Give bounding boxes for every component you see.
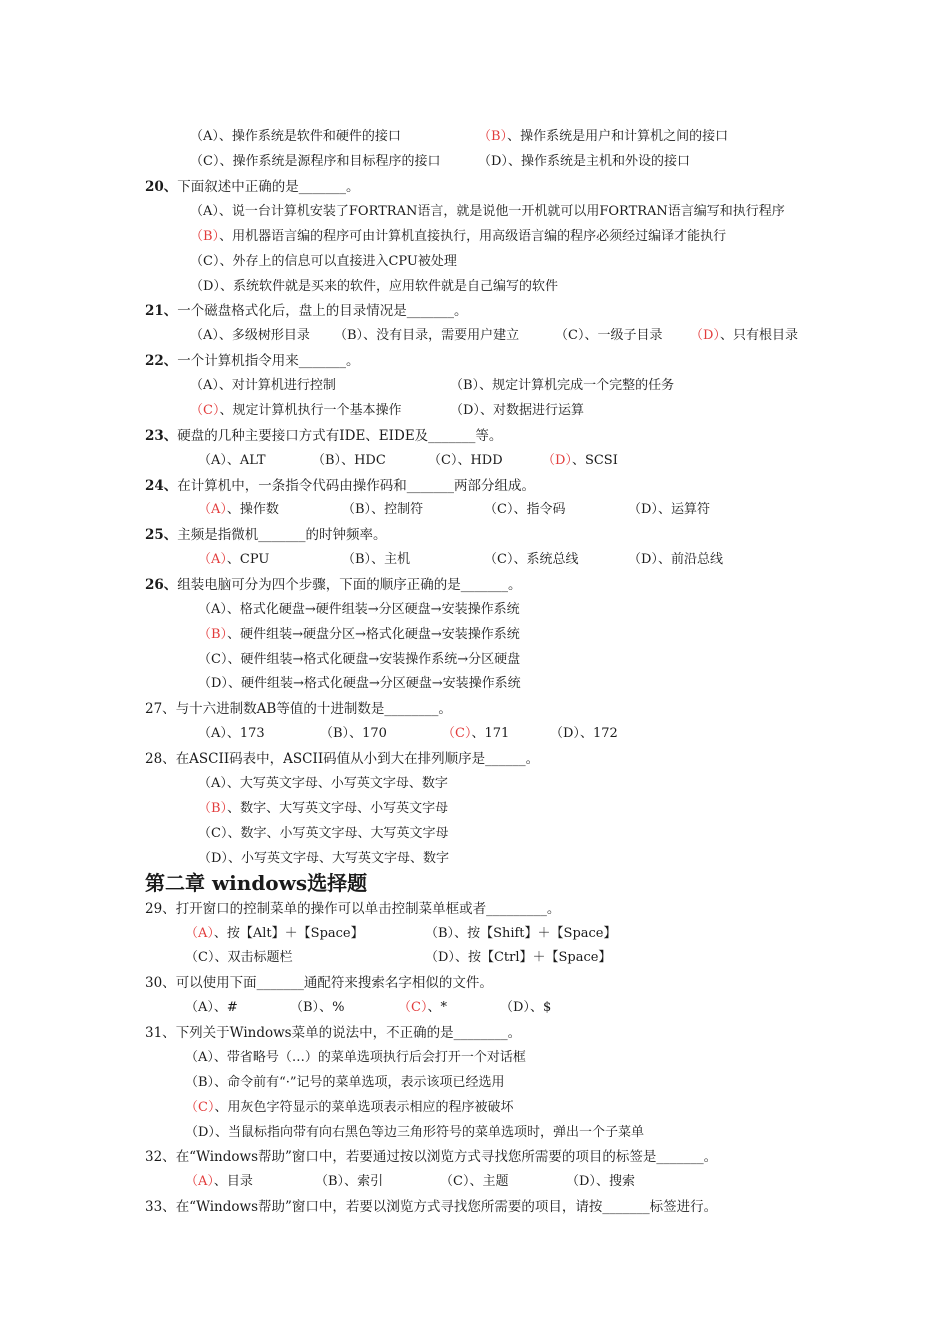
answer-option bbox=[555, 327, 662, 345]
answer-option bbox=[185, 1049, 526, 1067]
question-line bbox=[145, 427, 502, 445]
question-line bbox=[145, 526, 387, 544]
option-row bbox=[0, 1049, 950, 1067]
answer-option bbox=[190, 327, 310, 345]
answer-option bbox=[190, 203, 785, 221]
question-line bbox=[145, 477, 535, 495]
option-row bbox=[0, 999, 950, 1017]
question-number: 31、 bbox=[145, 1025, 176, 1041]
option-text: 、HDD bbox=[457, 453, 503, 468]
answer-option bbox=[185, 999, 238, 1017]
question-line bbox=[145, 974, 493, 992]
option-label: （B） bbox=[342, 502, 372, 517]
option-label: （D） bbox=[450, 403, 480, 418]
option-label: （B） bbox=[185, 1075, 215, 1090]
correct-option-label: （B） bbox=[198, 627, 228, 642]
option-text: 、主机 bbox=[371, 552, 411, 567]
answer-option bbox=[185, 925, 364, 943]
answer-option bbox=[190, 402, 401, 420]
option-label: （C） bbox=[484, 502, 514, 517]
option-label: （B） bbox=[334, 328, 364, 343]
answer-option bbox=[198, 800, 448, 818]
question-number: 32、 bbox=[145, 1149, 176, 1165]
option-text: 、173 bbox=[226, 726, 265, 741]
answer-option bbox=[185, 1124, 644, 1142]
option-text: 、搜索 bbox=[595, 1174, 635, 1189]
option-row bbox=[0, 675, 950, 693]
option-text: 、CPU bbox=[226, 552, 270, 567]
answer-option bbox=[690, 327, 798, 345]
option-text: 、数字、大写英文字母、小写英文字母 bbox=[227, 801, 449, 816]
option-text: 、主题 bbox=[469, 1174, 509, 1189]
option-text: 、一级子目录 bbox=[584, 328, 663, 343]
option-text: 、前沿总线 bbox=[657, 552, 723, 567]
option-row bbox=[0, 153, 950, 171]
option-text: 、系统总线 bbox=[513, 552, 579, 567]
answer-option bbox=[428, 452, 503, 470]
option-row bbox=[0, 228, 950, 246]
answer-option bbox=[484, 501, 565, 519]
option-text: 、运算符 bbox=[657, 502, 710, 517]
answer-option bbox=[190, 377, 336, 395]
option-row bbox=[0, 800, 950, 818]
option-row bbox=[0, 501, 950, 519]
answer-option bbox=[198, 452, 266, 470]
question-number: 26、 bbox=[145, 577, 178, 593]
question-number: 25、 bbox=[145, 527, 178, 543]
correct-option-label: （C） bbox=[442, 726, 472, 741]
option-text: 、外存上的信息可以直接进入CPU被处理 bbox=[219, 254, 457, 269]
option-text: 、双击标题栏 bbox=[214, 950, 293, 965]
option-text: 、索引 bbox=[344, 1174, 384, 1189]
option-text: 、规定计算机完成一个完整的任务 bbox=[479, 378, 675, 393]
option-row bbox=[0, 377, 950, 395]
answer-option bbox=[425, 949, 611, 967]
option-row bbox=[0, 825, 950, 843]
question-line bbox=[145, 900, 560, 918]
option-label: （C） bbox=[555, 328, 585, 343]
answer-option bbox=[190, 253, 457, 271]
answer-option bbox=[478, 153, 690, 171]
option-row bbox=[0, 850, 950, 868]
option-text: 、用灰色字符显示的菜单选项表示相应的程序被破坏 bbox=[214, 1100, 514, 1115]
answer-option bbox=[198, 850, 449, 868]
question-text: 与十六进制数AB等值的十进制数是________。 bbox=[175, 701, 452, 717]
answer-option bbox=[198, 651, 520, 669]
answer-option bbox=[478, 128, 728, 146]
answer-option bbox=[198, 775, 448, 793]
answer-option bbox=[342, 501, 423, 519]
option-row bbox=[0, 1099, 950, 1117]
answer-option bbox=[334, 327, 519, 345]
question-text: 硬盘的几种主要接口方式有IDE、EIDE及_______等。 bbox=[177, 428, 503, 444]
option-text: 、只有根目录 bbox=[719, 328, 798, 343]
option-row bbox=[0, 402, 950, 420]
option-text: 、规定计算机执行一个基本操作 bbox=[219, 403, 402, 418]
answer-option bbox=[185, 1074, 505, 1092]
correct-option-label: （D） bbox=[690, 328, 720, 343]
option-row bbox=[0, 128, 950, 146]
answer-option bbox=[542, 452, 618, 470]
question-line bbox=[145, 750, 539, 768]
option-label: （D） bbox=[500, 1000, 530, 1015]
option-text: 、指令码 bbox=[513, 502, 566, 517]
answer-option bbox=[185, 1099, 513, 1117]
correct-option-label: （A） bbox=[198, 502, 227, 517]
correct-option-label: （B） bbox=[190, 229, 220, 244]
option-label: （C） bbox=[185, 950, 215, 965]
option-label: （D） bbox=[628, 502, 658, 517]
question-line bbox=[145, 178, 360, 196]
option-label: （C） bbox=[190, 154, 220, 169]
option-text: 、ALT bbox=[226, 453, 266, 468]
question-text: 一个计算机指令用来_______。 bbox=[177, 353, 360, 369]
option-text: 、硬件组装→格式化硬盘→分区硬盘→安装操作系统 bbox=[227, 676, 521, 691]
answer-option bbox=[198, 675, 521, 693]
option-label: （A） bbox=[198, 602, 227, 617]
option-label: （D） bbox=[198, 851, 228, 866]
answer-option bbox=[312, 452, 386, 470]
option-label: （D） bbox=[550, 726, 580, 741]
option-label: （A） bbox=[190, 328, 219, 343]
question-text: 在ASCII码表中，ASCII码值从小到大在排列顺序是______。 bbox=[175, 751, 540, 767]
question-text: 在计算机中，一条指令代码由操作码和_______两部分组成。 bbox=[177, 478, 536, 494]
option-label: （C） bbox=[484, 552, 514, 567]
option-row bbox=[0, 551, 950, 569]
option-label: （B） bbox=[320, 726, 350, 741]
question-number: 28、 bbox=[145, 751, 176, 767]
option-row bbox=[0, 601, 950, 619]
option-row bbox=[0, 925, 950, 943]
option-text: 、对数据进行运算 bbox=[479, 403, 584, 418]
question-number: 29、 bbox=[145, 901, 176, 917]
option-label: （C） bbox=[428, 453, 458, 468]
option-text: 、控制符 bbox=[371, 502, 424, 517]
answer-option bbox=[198, 601, 520, 619]
answer-option bbox=[198, 825, 448, 843]
answer-option bbox=[315, 1173, 383, 1191]
option-text: 、命令前有“·”记号的菜单选项，表示该项已经选用 bbox=[214, 1075, 505, 1090]
answer-option bbox=[628, 551, 723, 569]
correct-option-label: （D） bbox=[542, 453, 572, 468]
option-label: （A） bbox=[198, 776, 227, 791]
option-row bbox=[0, 452, 950, 470]
correct-option-label: （B） bbox=[198, 801, 228, 816]
answer-option bbox=[442, 725, 509, 743]
option-label: （B） bbox=[450, 378, 480, 393]
answer-option bbox=[398, 999, 447, 1017]
correct-option-label: （C） bbox=[190, 403, 220, 418]
answer-option bbox=[450, 402, 584, 420]
answer-option bbox=[185, 949, 292, 967]
correct-option-label: （A） bbox=[198, 552, 227, 567]
option-label: （B） bbox=[342, 552, 372, 567]
option-label: （B） bbox=[425, 926, 455, 941]
option-text: 、% bbox=[319, 1000, 345, 1015]
question-number: 21、 bbox=[145, 303, 178, 319]
option-text: 、按【Ctrl】＋【Space】 bbox=[454, 950, 612, 965]
answer-option bbox=[185, 1173, 253, 1191]
answer-option bbox=[198, 501, 279, 519]
question-text: 打开窗口的控制菜单的操作可以单击控制菜单框或者_________。 bbox=[175, 901, 561, 917]
option-text: 、小写英文字母、大写英文字母、数字 bbox=[227, 851, 449, 866]
correct-option-label: （A） bbox=[185, 926, 214, 941]
question-line bbox=[145, 1024, 521, 1042]
option-text: 、170 bbox=[349, 726, 387, 741]
question-text: 一个磁盘格式化后，盘上的目录情况是_______。 bbox=[177, 303, 468, 319]
answer-option bbox=[320, 725, 387, 743]
option-label: （D） bbox=[566, 1174, 596, 1189]
chapter-heading: 第二章 windows选择题 bbox=[145, 871, 368, 895]
question-number: 33、 bbox=[145, 1199, 176, 1215]
answer-option bbox=[566, 1173, 635, 1191]
option-text: 、数字、小写英文字母、大写英文字母 bbox=[227, 826, 449, 841]
answer-option bbox=[190, 278, 558, 296]
answer-option bbox=[550, 725, 618, 743]
option-row bbox=[0, 278, 950, 296]
option-label: （C） bbox=[190, 254, 220, 269]
answer-option bbox=[450, 377, 674, 395]
option-label: （D） bbox=[628, 552, 658, 567]
option-row bbox=[0, 1124, 950, 1142]
option-label: （B） bbox=[315, 1174, 345, 1189]
option-text: 、大写英文字母、小写英文字母、数字 bbox=[226, 776, 448, 791]
answer-option bbox=[190, 153, 440, 171]
answer-option bbox=[500, 999, 551, 1017]
question-text: 下列关于Windows菜单的说法中，不正确的是________。 bbox=[175, 1025, 522, 1041]
answer-option bbox=[290, 999, 344, 1017]
option-label: （C） bbox=[198, 652, 228, 667]
question-number: 24、 bbox=[145, 478, 178, 494]
option-row bbox=[0, 775, 950, 793]
option-text: 、没有目录，需要用户建立 bbox=[363, 328, 520, 343]
correct-option-label: （C） bbox=[398, 1000, 428, 1015]
option-text: 、硬件组装→格式化硬盘→安装操作系统→分区硬盘 bbox=[227, 652, 521, 667]
option-row bbox=[0, 651, 950, 669]
option-text: 、用机器语言编的程序可由计算机直接执行，用高级语言编的程序必须经过编译才能执行 bbox=[219, 229, 727, 244]
option-label: （B） bbox=[312, 453, 342, 468]
question-line bbox=[145, 700, 452, 718]
answer-option bbox=[628, 501, 710, 519]
question-number: 22、 bbox=[145, 353, 178, 369]
option-text: 、对计算机进行控制 bbox=[218, 378, 336, 393]
correct-option-label: （A） bbox=[185, 1174, 214, 1189]
correct-option-label: （B） bbox=[478, 129, 508, 144]
answer-option bbox=[484, 551, 578, 569]
option-label: （D） bbox=[190, 279, 220, 294]
option-label: （B） bbox=[290, 1000, 320, 1015]
option-text: 、* bbox=[427, 1000, 447, 1015]
option-label: （D） bbox=[425, 950, 455, 965]
option-text: 、SCSI bbox=[571, 453, 618, 468]
option-text: 、按【Alt】＋【Space】 bbox=[213, 926, 364, 941]
option-text: 、格式化硬盘→硬件组装→分区硬盘→安装操作系统 bbox=[226, 602, 520, 617]
option-label: （C） bbox=[198, 826, 228, 841]
option-label: （A） bbox=[198, 726, 227, 741]
option-row bbox=[0, 1173, 950, 1191]
option-label: （A） bbox=[190, 204, 219, 219]
option-label: （A） bbox=[190, 378, 219, 393]
question-text: 组装电脑可分为四个步骤，下面的顺序正确的是_______。 bbox=[177, 577, 522, 593]
option-text: 、$ bbox=[529, 1000, 552, 1015]
question-number: 20、 bbox=[145, 179, 178, 195]
option-text: 、171 bbox=[471, 726, 510, 741]
option-text: 、操作数 bbox=[226, 502, 279, 517]
option-text: 、操作系统是主机和外设的接口 bbox=[507, 154, 690, 169]
question-text: 在“Windows帮助”窗口中，若要以浏览方式寻找您所需要的项目，请按_______标签进行。 bbox=[175, 1199, 718, 1215]
option-text: 、系统软件就是买来的软件，应用软件就是自己编写的软件 bbox=[219, 279, 558, 294]
option-text: 、按【Shift】＋【Space】 bbox=[454, 926, 617, 941]
answer-option bbox=[342, 551, 410, 569]
question-text: 主频是指微机_______的时钟频率。 bbox=[177, 527, 387, 543]
question-text: 在“Windows帮助”窗口中，若要通过按以浏览方式寻找您所需要的项目的标签是_______。 bbox=[175, 1149, 718, 1165]
option-label: （A） bbox=[185, 1000, 214, 1015]
question-number: 30、 bbox=[145, 975, 176, 991]
question-text: 下面叙述中正确的是_______。 bbox=[177, 179, 360, 195]
question-line bbox=[145, 576, 522, 594]
question-line bbox=[145, 1198, 717, 1216]
answer-option bbox=[198, 626, 520, 644]
answer-option bbox=[440, 1173, 508, 1191]
option-text: 、说一台计算机安装了FORTRAN语言，就是说他一开机就可以用FORTRAN语言编写和执行程序 bbox=[218, 204, 785, 219]
option-text: 、172 bbox=[579, 726, 618, 741]
option-label: （D） bbox=[185, 1125, 215, 1140]
option-text: 、多级树形目录 bbox=[218, 328, 310, 343]
option-text: 、操作系统是软件和硬件的接口 bbox=[218, 129, 401, 144]
question-number: 23、 bbox=[145, 428, 178, 444]
option-label: （A） bbox=[185, 1050, 214, 1065]
option-text: 、硬件组装→硬盘分区→格式化硬盘→安装操作系统 bbox=[227, 627, 520, 642]
option-label: （A） bbox=[198, 453, 227, 468]
question-number: 27、 bbox=[145, 701, 176, 717]
option-row bbox=[0, 949, 950, 967]
option-label: （D） bbox=[478, 154, 508, 169]
option-text: 、目录 bbox=[213, 1174, 253, 1189]
option-text: 、# bbox=[213, 1000, 238, 1015]
answer-option bbox=[190, 228, 726, 246]
answer-option bbox=[425, 925, 617, 943]
question-line bbox=[145, 352, 360, 370]
option-label: （A） bbox=[190, 129, 219, 144]
question-text: 可以使用下面_______通配符来搜索名字相似的文件。 bbox=[175, 975, 493, 991]
question-line bbox=[145, 302, 468, 320]
option-text: 、操作系统是源程序和目标程序的接口 bbox=[219, 154, 441, 169]
option-row bbox=[0, 327, 950, 345]
option-text: 、带省略号（…）的菜单选项执行后会打开一个对话框 bbox=[213, 1050, 526, 1065]
option-label: （D） bbox=[198, 676, 228, 691]
option-row bbox=[0, 203, 950, 221]
answer-option bbox=[190, 128, 401, 146]
option-text: 、HDC bbox=[341, 453, 386, 468]
answer-option bbox=[198, 551, 269, 569]
option-label: （C） bbox=[440, 1174, 470, 1189]
option-text: 、操作系统是用户和计算机之间的接口 bbox=[507, 129, 729, 144]
option-row bbox=[0, 1074, 950, 1092]
option-row bbox=[0, 626, 950, 644]
answer-option bbox=[198, 725, 265, 743]
option-row bbox=[0, 725, 950, 743]
question-line bbox=[145, 1148, 717, 1166]
correct-option-label: （C） bbox=[185, 1100, 215, 1115]
option-row bbox=[0, 253, 950, 271]
option-text: 、当鼠标指向带有向右黑色等边三角形符号的菜单选项时，弹出一个子菜单 bbox=[214, 1125, 644, 1140]
